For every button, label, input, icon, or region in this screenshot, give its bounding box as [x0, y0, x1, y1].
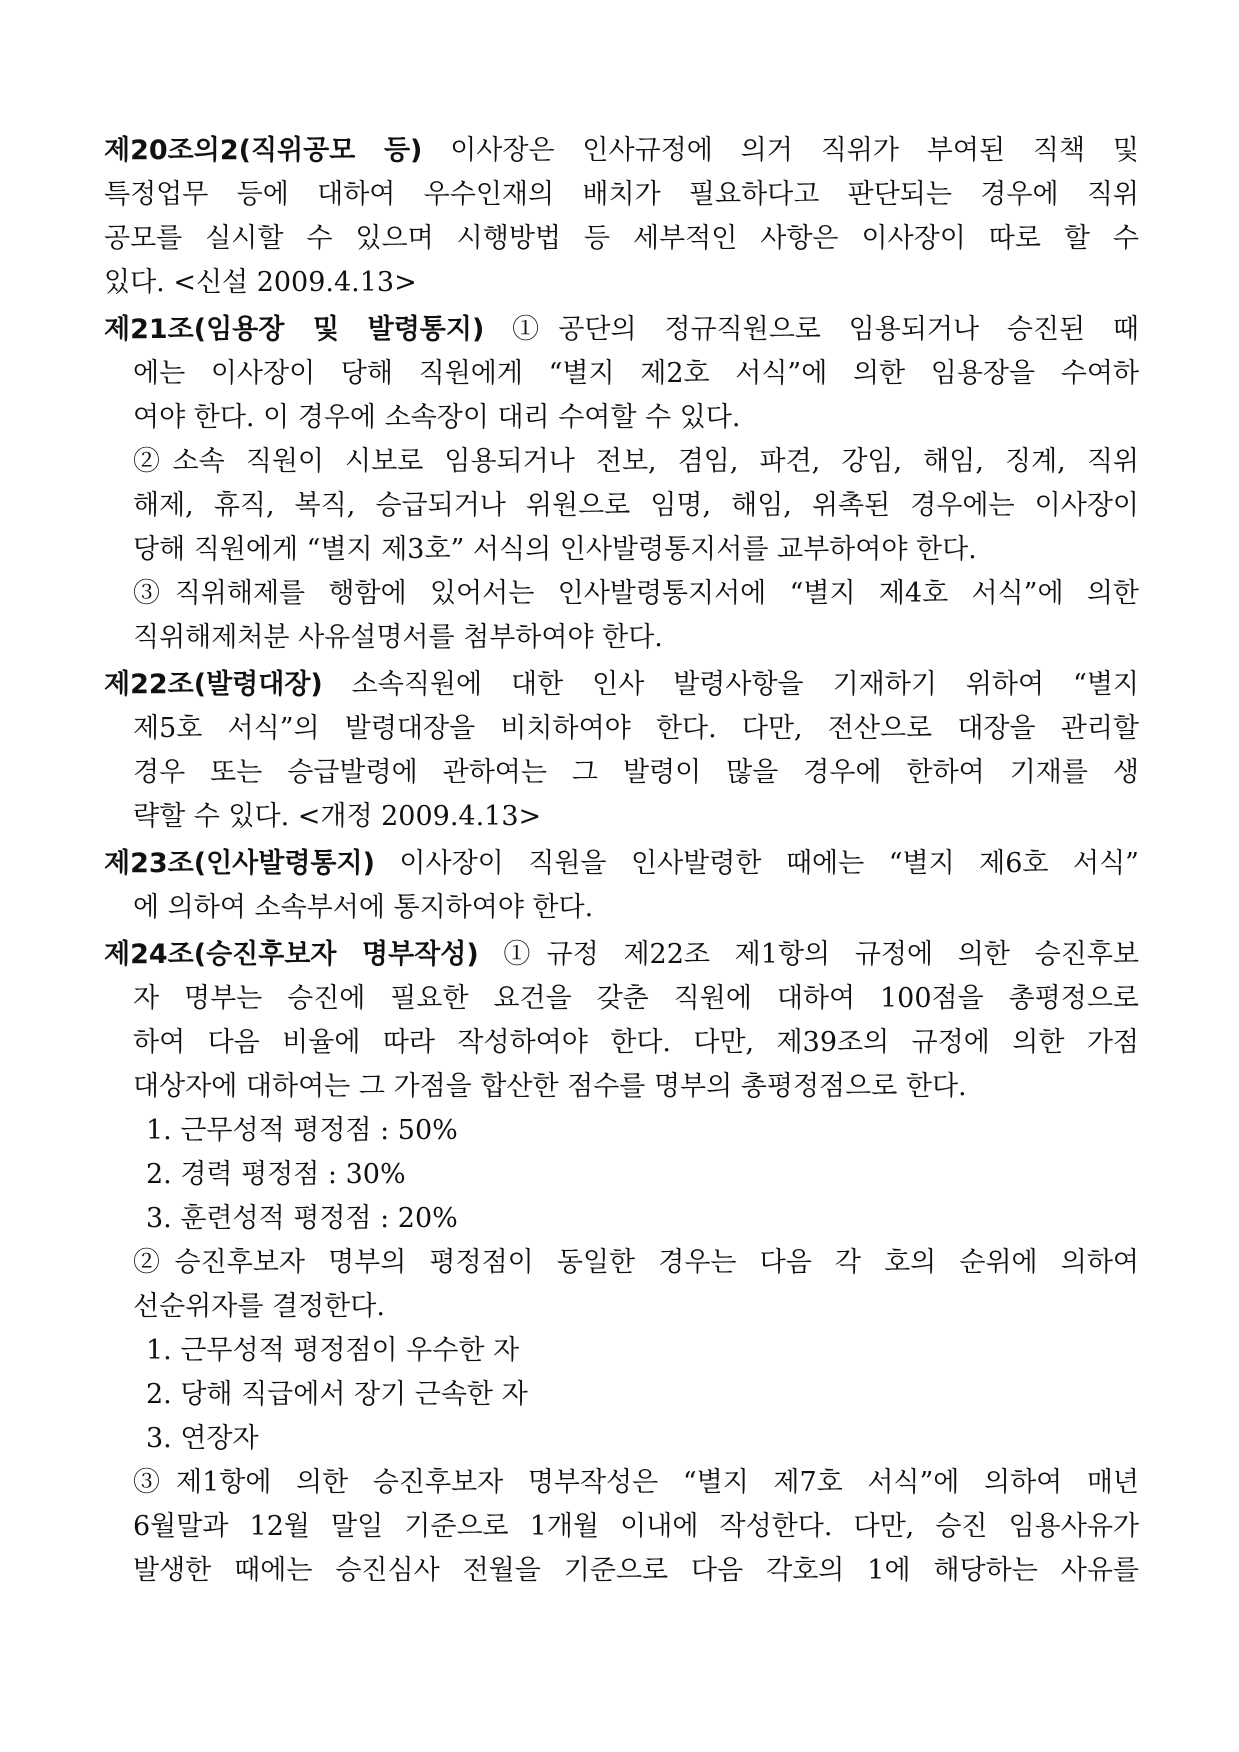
article-22-line-2: 제5호 서식”의 발령대장을 비치하여야 한다. 다만, 전산으로 대장을 관리할: [133, 713, 1139, 744]
article-24-item-2: 2. 경력 평정점 : 30%: [146, 1159, 406, 1190]
article-21-line-6: 당해 직원에게 “별지 제3호” 서식의 인사발령통지서를 교부하여야 한다.: [133, 534, 977, 565]
article-20-2-heading: 제20조의2(직위공모 등): [104, 135, 423, 166]
article-24-line-5: ②승진후보자 명부의 평정점이 동일한 경우는 다음 각 호의 순위에 의하여: [133, 1247, 1139, 1278]
article-22-text: 소속직원에 대한 인사 발령사항을 기재하기 위하여 “별지: [322, 669, 1139, 700]
article-21-line-8: 직위해제처분 사유설명서를 첨부하여야 한다.: [133, 622, 663, 653]
article-23-text: 이사장이 직원을 인사발령한 때에는 “별지 제6호 서식”: [374, 848, 1139, 879]
article-24-line-1: [104, 933, 1139, 977]
article-22-heading: 제22조(발령대장): [104, 669, 323, 700]
article-23-heading: 제23조(인사발령통지): [104, 848, 375, 879]
article-24-text: ①규정 제22조 제1항의 규정에 의한 승진후보: [478, 939, 1140, 970]
article-20-2-text: 이사장은 인사규정에 의거 직위가 부여된 직책 및: [422, 135, 1139, 166]
article-22-line-4: 략할 수 있다. <개정 2009.4.13>: [133, 801, 542, 832]
article-21-line-7: ③직위해제를 행함에 있어서는 인사발령통지서에 “별지 제4호 서식”에 의한: [133, 578, 1139, 609]
article-24-line-8: 6월말과 12월 말일 기준으로 1개월 이내에 작성한다. 다만, 승진 임용사유가: [133, 1511, 1139, 1542]
article-22-line-1: [104, 663, 1139, 707]
article-21-text: ①공단의 정규직원으로 임용되거나 승진된 때: [484, 314, 1140, 345]
article-23-line-1: [104, 842, 1139, 886]
article-20-2-line-3: 공모를 실시할 수 있으며 시행방법 등 세부적인 사항은 이사장이 따로 할 수: [104, 223, 1139, 254]
article-21-line-3: 여야 한다. 이 경우에 소속장이 대리 수여할 수 있다.: [133, 402, 741, 433]
article-24-rank-item-2: 2. 당해 직급에서 장기 근속한 자: [146, 1379, 528, 1410]
article-24-line-3: 하여 다음 비율에 따라 작성하여야 한다. 다만, 제39조의 규정에 의한 가점: [133, 1027, 1139, 1058]
article-20-2-line-1: [104, 129, 1139, 173]
article-24-item-1: 1. 근무성적 평정점 : 50%: [146, 1115, 458, 1146]
article-22-line-3: 경우 또는 승급발령에 관하여는 그 발령이 많을 경우에 한하여 기재를 생: [133, 757, 1139, 788]
article-24-line-2: 자 명부는 승진에 필요한 요건을 갖춘 직원에 대하여 100점을 총평정으로: [133, 983, 1139, 1014]
article-24-line-9: 발생한 때에는 승진심사 전월을 기준으로 다음 각호의 1에 해당하는 사유를: [133, 1555, 1139, 1586]
article-20-2-line-2: 특정업무 등에 대하여 우수인재의 배치가 필요하다고 판단되는 경우에 직위: [104, 179, 1139, 210]
article-21-line-1: [104, 308, 1139, 352]
article-24-rank-item-3: 3. 연장자: [146, 1423, 259, 1454]
article-21-line-4: ②소속 직원이 시보로 임용되거나 전보, 겸임, 파견, 강임, 해임, 징계, 직위: [133, 446, 1139, 477]
article-21-line-2: 에는 이사장이 당해 직원에게 “별지 제2호 서식”에 의한 임용장을 수여하: [133, 358, 1139, 389]
article-21-heading: 제21조(임용장 및 발령통지): [104, 314, 485, 345]
article-24-rank-item-1: 1. 근무성적 평정점이 우수한 자: [146, 1335, 520, 1366]
article-24-heading: 제24조(승진후보자 명부작성): [104, 939, 479, 970]
article-24-line-6: 선순위자를 결정한다.: [133, 1291, 385, 1322]
article-21-line-5: 해제, 휴직, 복직, 승급되거나 위원으로 임명, 해임, 위촉된 경우에는 이사장이: [133, 490, 1139, 521]
article-24-line-7: ③제1항에 의한 승진후보자 명부작성은 “별지 제7호 서식”에 의하여 매년: [133, 1467, 1139, 1498]
article-20-2-line-4: 있다. <신설 2009.4.13>: [104, 267, 417, 298]
article-23-line-2: 에 의하여 소속부서에 통지하여야 한다.: [133, 892, 594, 923]
article-24-item-3: 3. 훈련성적 평정점 : 20%: [146, 1203, 458, 1234]
article-24-line-4: 대상자에 대하여는 그 가점을 합산한 점수를 명부의 총평정점으로 한다.: [133, 1071, 967, 1102]
